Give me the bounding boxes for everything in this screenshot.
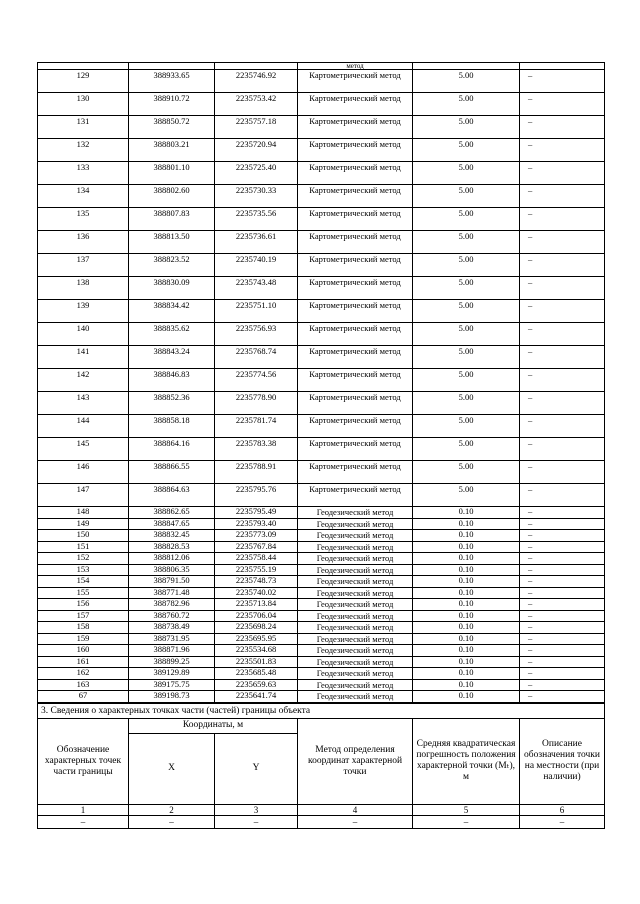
column-number-row: [38, 804, 605, 815]
table-row: [38, 300, 605, 323]
accuracy-cell: 5.00: [413, 438, 520, 461]
col-num: 1: [38, 804, 129, 815]
method-cell: Геодезический метод: [298, 656, 413, 668]
accuracy-cell: 0.10: [413, 599, 520, 611]
method-cell: Картометрический метод: [298, 139, 413, 162]
method-cell: Геодезический метод: [298, 587, 413, 599]
method-cell: Картометрический метод: [298, 277, 413, 300]
col-num: 4: [298, 804, 413, 815]
table-row: [38, 208, 605, 231]
accuracy-cell: 5.00: [413, 323, 520, 346]
accuracy-cell: 0.10: [413, 668, 520, 680]
coord-x: 388852.36: [129, 392, 215, 415]
description-cell: –: [520, 415, 605, 438]
description-cell: –: [520, 645, 605, 657]
accuracy-cell: 0.10: [413, 541, 520, 553]
coord-x: 388813.50: [129, 231, 215, 254]
coord-y: 2235743.48: [215, 277, 298, 300]
point-number: 133: [38, 162, 129, 185]
method-cell: Картометрический метод: [298, 369, 413, 392]
description-cell: –: [520, 633, 605, 645]
col-num: 5: [413, 804, 520, 815]
coord-y: 2235781.74: [215, 415, 298, 438]
table-row-fragment: [38, 63, 605, 70]
point-number: 161: [38, 656, 129, 668]
coord-x: 388862.65: [129, 507, 215, 519]
accuracy-cell: 5.00: [413, 415, 520, 438]
coord-y: 2235685.48: [215, 668, 298, 680]
point-number: 153: [38, 564, 129, 576]
point-number: 130: [38, 93, 129, 116]
point-number: 138: [38, 277, 129, 300]
coord-y: 2235695.95: [215, 633, 298, 645]
coord-x: 388731.95: [129, 633, 215, 645]
accuracy-cell: 5.00: [413, 139, 520, 162]
accuracy-cell: 5.00: [413, 70, 520, 93]
coord-x: 389129.89: [129, 668, 215, 680]
coord-y: 2235713.84: [215, 599, 298, 611]
description-cell: –: [520, 300, 605, 323]
coord-y: 2235793.40: [215, 518, 298, 530]
coord-x: 388771.48: [129, 587, 215, 599]
accuracy-cell: 0.10: [413, 610, 520, 622]
table-row: [38, 484, 605, 507]
coord-y: 2235753.42: [215, 93, 298, 116]
point-number: 147: [38, 484, 129, 507]
method-cell: Геодезический метод: [298, 645, 413, 657]
point-number: 162: [38, 668, 129, 680]
empty-cell: –: [215, 815, 298, 828]
table-row: [38, 369, 605, 392]
coord-x: 388846.83: [129, 369, 215, 392]
method-cell: Картометрический метод: [298, 231, 413, 254]
method-cell: Геодезический метод: [298, 518, 413, 530]
empty-cell: –: [129, 815, 215, 828]
table-row: [38, 610, 605, 622]
coord-x: 388866.55: [129, 461, 215, 484]
coord-x: 388802.60: [129, 185, 215, 208]
table-row: [38, 679, 605, 691]
table-row: [38, 507, 605, 519]
point-number: 139: [38, 300, 129, 323]
point-number: 141: [38, 346, 129, 369]
accuracy-cell: 0.10: [413, 656, 520, 668]
point-number: 142: [38, 369, 129, 392]
description-cell: –: [520, 231, 605, 254]
method-cell: Картометрический метод: [298, 323, 413, 346]
accuracy-cell: 5.00: [413, 185, 520, 208]
table-row: [38, 587, 605, 599]
accuracy-cell: 5.00: [413, 346, 520, 369]
header-method: Метод определения координат характерной точки: [298, 718, 413, 804]
description-cell: –: [520, 323, 605, 346]
coord-y: 2235730.33: [215, 185, 298, 208]
point-number: 155: [38, 587, 129, 599]
table-row: [38, 438, 605, 461]
method-cell: Геодезический метод: [298, 530, 413, 542]
accuracy-cell: 5.00: [413, 254, 520, 277]
description-cell: –: [520, 162, 605, 185]
method-cell: Картометрический метод: [298, 185, 413, 208]
points-table: [37, 62, 605, 703]
method-cell: Картометрический метод: [298, 116, 413, 139]
coord-x: 389175.75: [129, 679, 215, 691]
coord-x: 388847.65: [129, 518, 215, 530]
coord-x: 388760.72: [129, 610, 215, 622]
description-cell: –: [520, 461, 605, 484]
header-coords: Координаты, м: [129, 718, 298, 733]
accuracy-cell: 0.10: [413, 576, 520, 588]
coord-x: 388858.18: [129, 415, 215, 438]
method-cell: Картометрический метод: [298, 162, 413, 185]
method-cell: Картометрический метод: [298, 300, 413, 323]
description-cell: –: [520, 679, 605, 691]
table-row: [38, 415, 605, 438]
table-row: [38, 93, 605, 116]
accuracy-cell: 5.00: [413, 208, 520, 231]
coord-y: 2235740.19: [215, 254, 298, 277]
coord-y: 2235756.93: [215, 323, 298, 346]
table-row: [38, 346, 605, 369]
coord-y: 2235740.02: [215, 587, 298, 599]
description-cell: –: [520, 622, 605, 634]
coord-y: 2235736.61: [215, 231, 298, 254]
col-num: 2: [129, 804, 215, 815]
point-number: 148: [38, 507, 129, 519]
description-cell: –: [520, 484, 605, 507]
point-number: 149: [38, 518, 129, 530]
empty-cell: –: [413, 815, 520, 828]
coord-y: 2235788.91: [215, 461, 298, 484]
empty-cell: –: [38, 815, 129, 828]
description-cell: –: [520, 346, 605, 369]
coord-x: 388835.62: [129, 323, 215, 346]
document-page: [37, 62, 604, 829]
accuracy-cell: 0.10: [413, 633, 520, 645]
accuracy-cell: 5.00: [413, 300, 520, 323]
header-x: X: [129, 733, 215, 804]
description-cell: –: [520, 599, 605, 611]
header-point: Обозначение характерных точек части границы: [38, 718, 129, 804]
header-y: Y: [215, 733, 298, 804]
point-number: 151: [38, 541, 129, 553]
coord-x: 388801.10: [129, 162, 215, 185]
method-cell: Геодезический метод: [298, 553, 413, 565]
method-cell: Геодезический метод: [298, 679, 413, 691]
point-number: 156: [38, 599, 129, 611]
method-cell: Геодезический метод: [298, 507, 413, 519]
point-number: 134: [38, 185, 129, 208]
table-row: [38, 645, 605, 657]
description-cell: –: [520, 691, 605, 703]
coord-y: 2235501.83: [215, 656, 298, 668]
coord-x: 389198.73: [129, 691, 215, 703]
accuracy-cell: 0.10: [413, 691, 520, 703]
table-row: [38, 139, 605, 162]
accuracy-cell: 0.10: [413, 587, 520, 599]
coord-x: 388828.53: [129, 541, 215, 553]
empty-row: [38, 815, 605, 828]
accuracy-cell: 5.00: [413, 116, 520, 139]
point-number: 140: [38, 323, 129, 346]
coord-x: 388933.65: [129, 70, 215, 93]
accuracy-cell: 5.00: [413, 484, 520, 507]
method-cell: Картометрический метод: [298, 346, 413, 369]
coord-x: 388834.42: [129, 300, 215, 323]
description-cell: –: [520, 668, 605, 680]
description-cell: –: [520, 564, 605, 576]
table-row: [38, 656, 605, 668]
coord-y: 2235641.74: [215, 691, 298, 703]
coord-x: 388791.50: [129, 576, 215, 588]
point-number: 159: [38, 633, 129, 645]
coord-x: 388806.35: [129, 564, 215, 576]
section3-table: [37, 703, 605, 829]
coord-y: 2235698.24: [215, 622, 298, 634]
method-cell: Картометрический метод: [298, 70, 413, 93]
description-cell: –: [520, 518, 605, 530]
accuracy-cell: 0.10: [413, 553, 520, 565]
coord-y: 2235778.90: [215, 392, 298, 415]
coord-y: 2235751.10: [215, 300, 298, 323]
table-row: [38, 162, 605, 185]
table-row: [38, 254, 605, 277]
table-row: [38, 518, 605, 530]
description-cell: –: [520, 254, 605, 277]
table-row: [38, 599, 605, 611]
coord-y: 2235795.76: [215, 484, 298, 507]
method-cell: Геодезический метод: [298, 633, 413, 645]
table-row: [38, 185, 605, 208]
description-cell: –: [520, 610, 605, 622]
description-cell: –: [520, 507, 605, 519]
description-cell: –: [520, 553, 605, 565]
point-number: 150: [38, 530, 129, 542]
coord-x: 388738.49: [129, 622, 215, 634]
table-row: [38, 622, 605, 634]
table-row: [38, 323, 605, 346]
col-num: 6: [520, 804, 605, 815]
description-cell: –: [520, 392, 605, 415]
method-cell: Картометрический метод: [298, 484, 413, 507]
accuracy-cell: 0.10: [413, 679, 520, 691]
description-cell: –: [520, 541, 605, 553]
method-cell: Картометрический метод: [298, 461, 413, 484]
method-cell: Геодезический метод: [298, 622, 413, 634]
coord-x: 388850.72: [129, 116, 215, 139]
method-fragment: метод: [298, 63, 413, 70]
point-number: 157: [38, 610, 129, 622]
method-cell: Геодезический метод: [298, 599, 413, 611]
coord-x: 388807.83: [129, 208, 215, 231]
accuracy-cell: 0.10: [413, 530, 520, 542]
coord-y: 2235534.68: [215, 645, 298, 657]
coord-y: 2235758.44: [215, 553, 298, 565]
coord-x: 388832.45: [129, 530, 215, 542]
point-number: 145: [38, 438, 129, 461]
description-cell: –: [520, 587, 605, 599]
method-cell: Картометрический метод: [298, 392, 413, 415]
coord-x: 388803.21: [129, 139, 215, 162]
table-row: [38, 633, 605, 645]
coord-y: 2235757.18: [215, 116, 298, 139]
point-number: 160: [38, 645, 129, 657]
method-cell: Геодезический метод: [298, 668, 413, 680]
point-number: 135: [38, 208, 129, 231]
empty-cell: –: [520, 815, 605, 828]
description-cell: –: [520, 576, 605, 588]
point-number: 152: [38, 553, 129, 565]
accuracy-cell: 5.00: [413, 93, 520, 116]
coord-y: 2235767.84: [215, 541, 298, 553]
table-row: [38, 541, 605, 553]
method-cell: Геодезический метод: [298, 691, 413, 703]
description-cell: –: [520, 139, 605, 162]
point-number: 163: [38, 679, 129, 691]
coord-x: 388843.24: [129, 346, 215, 369]
method-cell: Картометрический метод: [298, 93, 413, 116]
point-number: 67: [38, 691, 129, 703]
accuracy-cell: 0.10: [413, 645, 520, 657]
method-cell: Картометрический метод: [298, 208, 413, 231]
col-num: 3: [215, 804, 298, 815]
description-cell: –: [520, 116, 605, 139]
coord-x: 388864.63: [129, 484, 215, 507]
table-row: [38, 576, 605, 588]
point-number: 146: [38, 461, 129, 484]
point-number: 154: [38, 576, 129, 588]
description-cell: –: [520, 369, 605, 392]
coord-y: 2235735.56: [215, 208, 298, 231]
coord-y: 2235774.56: [215, 369, 298, 392]
method-cell: Картометрический метод: [298, 438, 413, 461]
table-row: [38, 668, 605, 680]
method-cell: Геодезический метод: [298, 564, 413, 576]
header-desc: Описание обозначения точки на местности (при наличии): [520, 718, 605, 804]
description-cell: –: [520, 70, 605, 93]
accuracy-cell: 5.00: [413, 162, 520, 185]
coord-y: 2235720.94: [215, 139, 298, 162]
accuracy-cell: 5.00: [413, 461, 520, 484]
table-row: [38, 277, 605, 300]
coord-y: 2235706.04: [215, 610, 298, 622]
description-cell: –: [520, 277, 605, 300]
coord-x: 388910.72: [129, 93, 215, 116]
table-row: [38, 116, 605, 139]
header-accuracy: Средняя квадратическая погрешность положения характерной точки (Mₜ), м: [413, 718, 520, 804]
coord-x: 388830.09: [129, 277, 215, 300]
description-cell: –: [520, 185, 605, 208]
coord-y: 2235783.38: [215, 438, 298, 461]
table-row: [38, 564, 605, 576]
method-cell: Картометрический метод: [298, 254, 413, 277]
table-row: [38, 231, 605, 254]
coord-x: 388899.25: [129, 656, 215, 668]
description-cell: –: [520, 530, 605, 542]
point-number: 158: [38, 622, 129, 634]
coord-y: 2235659.63: [215, 679, 298, 691]
point-number: 143: [38, 392, 129, 415]
accuracy-cell: 5.00: [413, 369, 520, 392]
coord-y: 2235746.92: [215, 70, 298, 93]
accuracy-cell: 0.10: [413, 507, 520, 519]
coord-y: 2235768.74: [215, 346, 298, 369]
table-row: [38, 553, 605, 565]
empty-cell: –: [298, 815, 413, 828]
coord-y: 2235773.09: [215, 530, 298, 542]
coord-x: 388812.06: [129, 553, 215, 565]
accuracy-cell: 5.00: [413, 277, 520, 300]
table-row: [38, 461, 605, 484]
method-cell: Геодезический метод: [298, 576, 413, 588]
coord-y: 2235755.19: [215, 564, 298, 576]
description-cell: –: [520, 208, 605, 231]
coord-y: 2235795.49: [215, 507, 298, 519]
point-number: 131: [38, 116, 129, 139]
method-cell: Геодезический метод: [298, 610, 413, 622]
coord-y: 2235725.40: [215, 162, 298, 185]
table-row: [38, 530, 605, 542]
coord-x: 388782.96: [129, 599, 215, 611]
description-cell: –: [520, 656, 605, 668]
table-row: [38, 392, 605, 415]
point-number: 137: [38, 254, 129, 277]
coord-x: 388871.96: [129, 645, 215, 657]
accuracy-cell: 0.10: [413, 518, 520, 530]
section-title-row: [38, 703, 605, 718]
method-cell: Геодезический метод: [298, 541, 413, 553]
description-cell: –: [520, 93, 605, 116]
coord-y: 2235748.73: [215, 576, 298, 588]
description-cell: –: [520, 438, 605, 461]
accuracy-cell: 5.00: [413, 231, 520, 254]
point-number: 136: [38, 231, 129, 254]
method-cell: Картометрический метод: [298, 415, 413, 438]
header-row: [38, 718, 605, 733]
table-row: [38, 691, 605, 703]
coord-x: 388823.52: [129, 254, 215, 277]
point-number: 132: [38, 139, 129, 162]
table-row: [38, 70, 605, 93]
accuracy-cell: 0.10: [413, 564, 520, 576]
accuracy-cell: 0.10: [413, 622, 520, 634]
point-number: 129: [38, 70, 129, 93]
coord-x: 388864.16: [129, 438, 215, 461]
accuracy-cell: 5.00: [413, 392, 520, 415]
point-number: 144: [38, 415, 129, 438]
section-title: 3. Сведения о характерных точках части (частей) границы объекта: [38, 703, 605, 718]
